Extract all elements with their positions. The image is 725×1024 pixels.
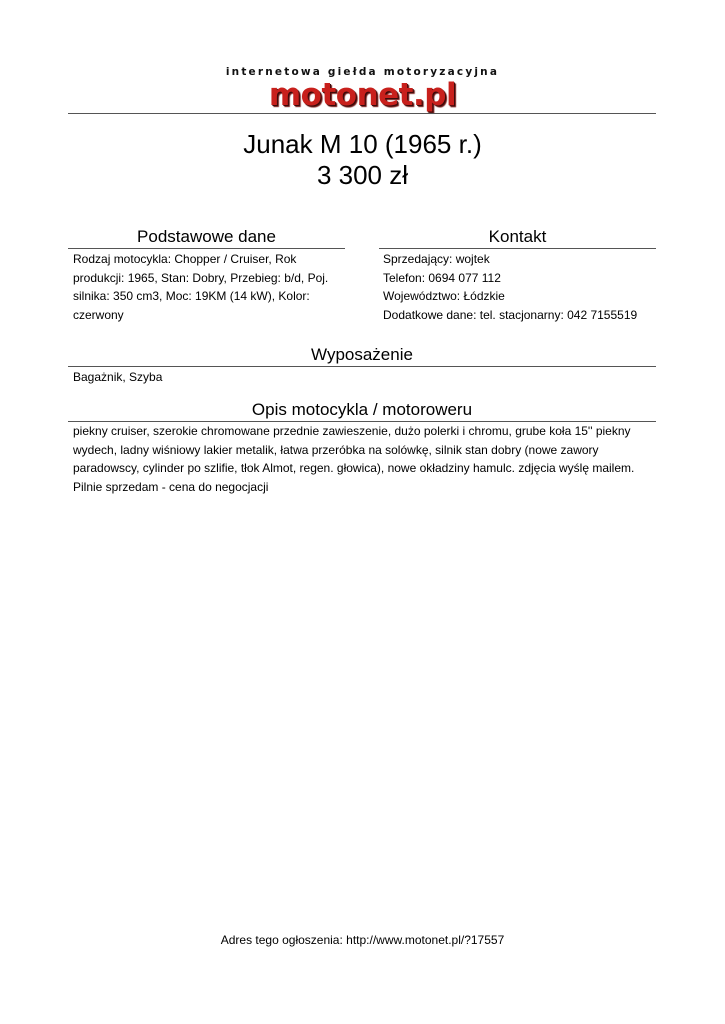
basic-details	[73, 250, 348, 324]
contact-line: Dodatkowe dane: tel. stacjonarny: 042 7155519	[383, 307, 638, 322]
description-line: wydech, ladny wiśniowy lakier metalik, łatwa przeróbka na solówkę, silnik stan dobry (nowe zawory	[73, 442, 599, 457]
contact-heading: Kontakt	[488, 227, 547, 246]
equipment-heading: Wyposażenie	[311, 345, 413, 364]
logo-name: motonet.pl	[268, 77, 457, 113]
description-line: Pilnie sprzedam - cena do negocjacji	[73, 479, 269, 494]
basic-line: Rodzaj motocykla: Chopper / Cruiser, Rok	[73, 252, 297, 266]
description-line: piekny cruiser, szerokie chromowane przednie zawieszenie, dużo polerki i chromu, grube koła 15'' piekny	[73, 424, 631, 438]
basic-line: silnika: 350 cm3, Moc: 19KM (14 kW), Kolor:	[73, 289, 310, 303]
site-logo	[0, 66, 725, 112]
basic-line: produkcji: 1965, Stan: Dobry, Przebieg: b/d, Poj.	[73, 270, 329, 285]
listing-price: 3 300 zł	[316, 160, 409, 190]
basic-heading: Podstawowe dane	[137, 227, 276, 246]
contact-line: Województwo: Łódzkie	[383, 289, 505, 303]
basic-line: czerwony	[73, 307, 124, 322]
listing-title: Junak M 10 (1965 r.)	[243, 129, 482, 159]
description-text	[73, 422, 673, 496]
basic-divider	[68, 248, 345, 249]
header-divider	[68, 113, 656, 114]
listing-url-footer: Adres tego ogłoszenia: http://www.motonet.pl/?17557	[220, 933, 505, 947]
equipment-divider	[68, 366, 656, 367]
contact-details	[383, 250, 683, 324]
contact-divider	[379, 248, 656, 249]
contact-line: Sprzedający: wojtek	[383, 252, 490, 266]
contact-line: Telefon: 0694 077 112	[383, 270, 501, 285]
description-heading: Opis motocykla / motoroweru	[251, 400, 473, 419]
logo-tagline: internetowa giełda motoryzacyjna	[225, 66, 500, 78]
description-line: paradowscy, cylinder po szlifie, tłok Almot, regen. głowica), nowe okładziny hamulc. zdjęcia wyślę mailem.	[73, 461, 635, 475]
equipment-text: Bagażnik, Szyba	[73, 370, 163, 384]
